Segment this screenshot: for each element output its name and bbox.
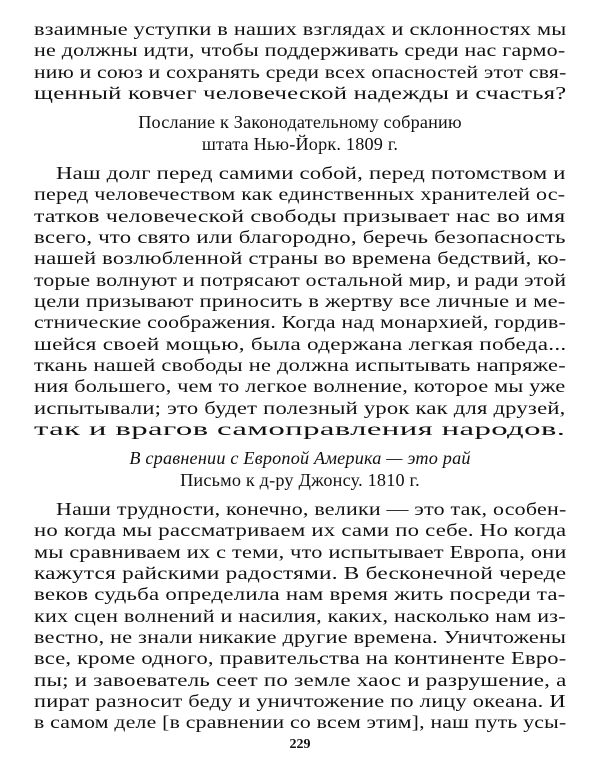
section1-line-8: стнические соображения. Когда над монархией, гордив-	[34, 312, 566, 333]
section1-line-13: так и врагов самоправления народов.	[34, 418, 566, 439]
section2-line-7: вестно, не знали никакие другие времена. Уничтожены	[34, 626, 567, 647]
section1-line-3: татков человеческой свободы призывает нас во имя	[34, 205, 566, 226]
intro-line-1: взаимные уступки в наших взглядах и склонностях мы	[34, 19, 567, 39]
section1-line-4: всего, что свято или благородно, беречь безопасность	[34, 227, 566, 247]
section2-line-10: пират разносит беду и уничтожение по лицу океана. И	[34, 690, 566, 711]
intro-line-4: щенный ковчег человеческой надежды и счастья?	[34, 83, 567, 103]
section2-line-2: но когда мы рассматриваем их сами по себе. Но когда	[34, 520, 567, 541]
section2-line-9: пы; и завоеватель сеет по земле хаос и разрушение, а	[34, 669, 567, 690]
section1-heading-line2: штата Нью-Йорк. 1809 г.	[201, 133, 399, 154]
intro-line-3: нию и союз и сохранять среди всех опасностей этот свя-	[34, 61, 567, 82]
section2-line-6: ких сцен волнений и насилия, каких, насколько нам из-	[34, 605, 566, 626]
section1-line-1: Наш долг перед самими собой, перед потомством и	[56, 163, 566, 183]
section1-line-9: шейся своей мощью, была одержана легкая победа...	[34, 333, 567, 354]
section1-line-5: нашей возлюбленной страны во времена бедствий, ко-	[34, 248, 567, 269]
section1-line-10: ткань нашей свободы не должна испытывать напряже-	[34, 354, 566, 375]
section2-line-1: Наши трудности, конечно, велики — это так, особен-	[56, 498, 567, 519]
section1-heading-line1: Послание к Законодательному собранию	[138, 112, 462, 133]
section2-heading-line2: Письмо к д-ру Джонсу. 1810 г.	[180, 469, 420, 490]
section2-line-4: кажутся райскими радостями. В бесконечной череде	[34, 562, 567, 583]
section1-line-2: перед человечеством как единственных хранителей ос-	[34, 184, 566, 205]
section1-line-11: ния большего, чем то легкое волнение, которое мы уже	[34, 376, 566, 397]
section1-line-12: испытывали; это будет полезный урок как для друзей,	[34, 397, 566, 418]
section2-line-11: в самом деле [в сравнении со всем этим], наш путь усы-	[34, 712, 567, 733]
section2-line-3: мы сравниваем их с теми, что испытывает Европа, они	[34, 541, 567, 562]
section2-heading-title: В сравнении с Европой Америка — это рай	[129, 448, 471, 469]
section1-line-6: торые волнуют и потрясают остальной мир, и ради этой	[34, 269, 567, 290]
section2-line-8: все, кроме одного, правительства на континенте Евро-	[34, 648, 567, 669]
intro-line-2: не должны идти, чтобы поддерживать среди нас гармо-	[34, 40, 566, 61]
section1-line-7: цели призывают приносить в жертву все личные и ме-	[34, 291, 566, 311]
page-number: 229	[289, 737, 311, 752]
section2-line-5: веков судьба определила нам время жить посреди та-	[34, 584, 566, 605]
